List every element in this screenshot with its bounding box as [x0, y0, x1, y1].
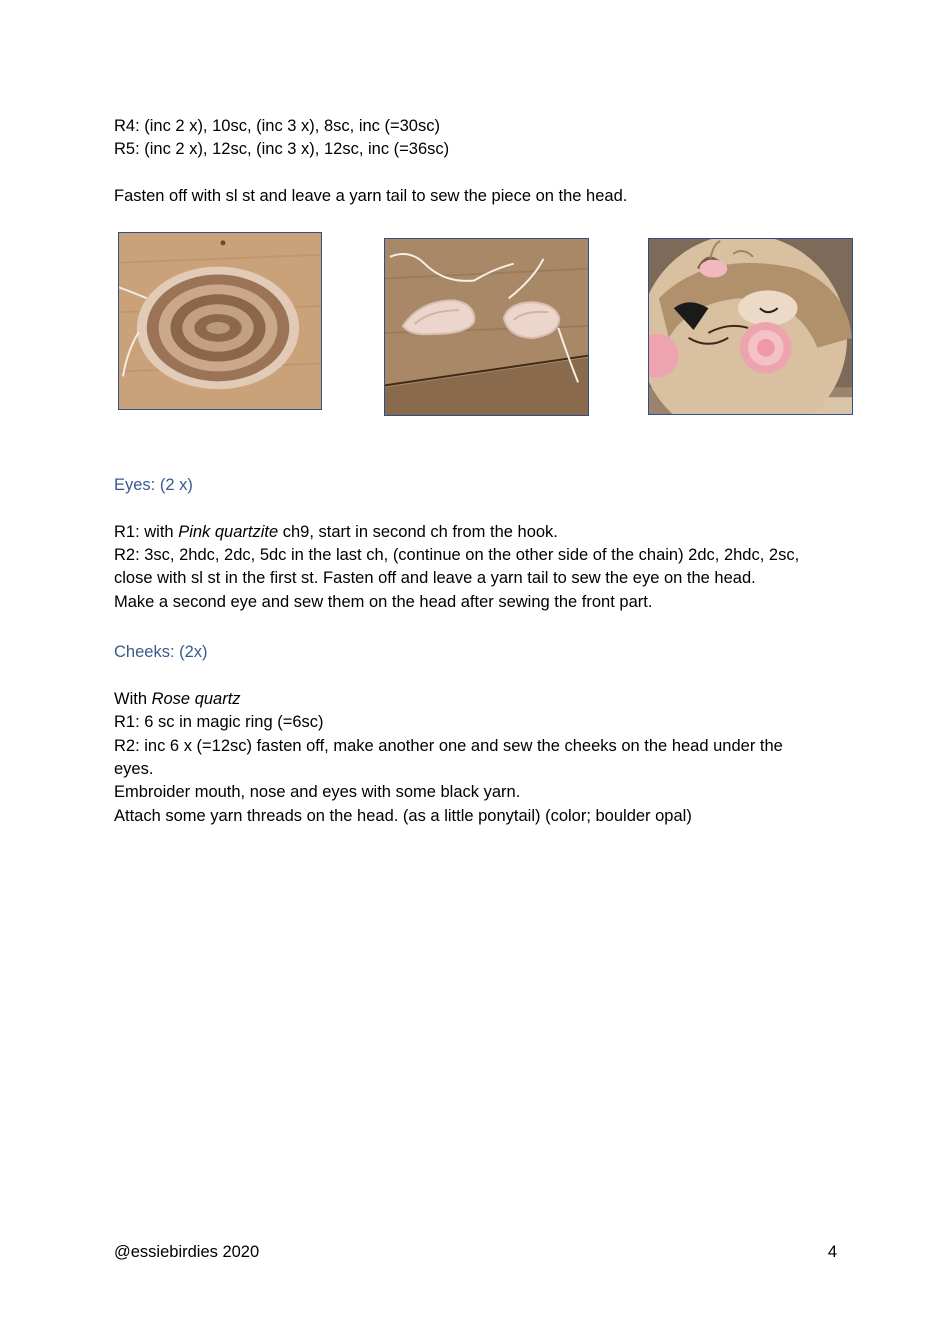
fasten-off-instruction: Fasten off with sl st and leave a yarn tail to sew the piece on the head. [114, 187, 628, 205]
cheeks-round-2-line-1: R2: inc 6 x (=12sc) fasten off, make another one and sew the cheeks on the head under the [114, 737, 783, 755]
pattern-row-r5: R5: (inc 2 x), 12sc, (inc 3 x), 12sc, inc (=36sc) [114, 140, 450, 158]
eyes-round-2-line-2: close with sl st in the first st. Fasten off and leave a yarn tail to sew the eye on the head. [114, 569, 756, 587]
sloth-face-closeup-photo [648, 238, 853, 415]
cheeks-round-1: R1: 6 sc in magic ring (=6sc) [114, 713, 324, 731]
eyes-yarn-color: Pink quartzite [178, 523, 279, 541]
cheeks-yarn-line: With Rose quartz [114, 690, 241, 708]
cheeks-round-2-line-2: eyes. [114, 760, 154, 778]
ponytail-instruction: Attach some yarn threads on the head. (as a little ponytail) (color; boulder opal) [114, 807, 692, 825]
eye-pieces-photo [384, 238, 589, 416]
page-number: 4 [827, 1243, 837, 1261]
cheeks-yarn-color: Rose quartz [151, 690, 241, 708]
cheeks-section-heading: Cheeks: (2x) [114, 643, 208, 661]
footer-credit: @essiebirdies 2020 [114, 1243, 260, 1261]
pattern-row-r4: R4: (inc 2 x), 10sc, (inc 3 x), 8sc, inc (=30sc) [114, 117, 440, 135]
embroider-instruction: Embroider mouth, nose and eyes with some black yarn. [114, 783, 521, 801]
eyes-round-2-line-1: R2: 3sc, 2hdc, 2dc, 5dc in the last ch, (continue on the other side of the chain) 2dc, 2hdc, 2sc, [114, 546, 800, 564]
eyes-round-1: R1: with Pink quartzite ch9, start in second ch from the hook. [114, 523, 558, 541]
eyes-round-2-line-3: Make a second eye and sew them on the head after sewing the front part. [114, 593, 653, 611]
front-part-oval-photo [118, 232, 322, 410]
eyes-section-heading: Eyes: (2 x) [114, 476, 193, 494]
